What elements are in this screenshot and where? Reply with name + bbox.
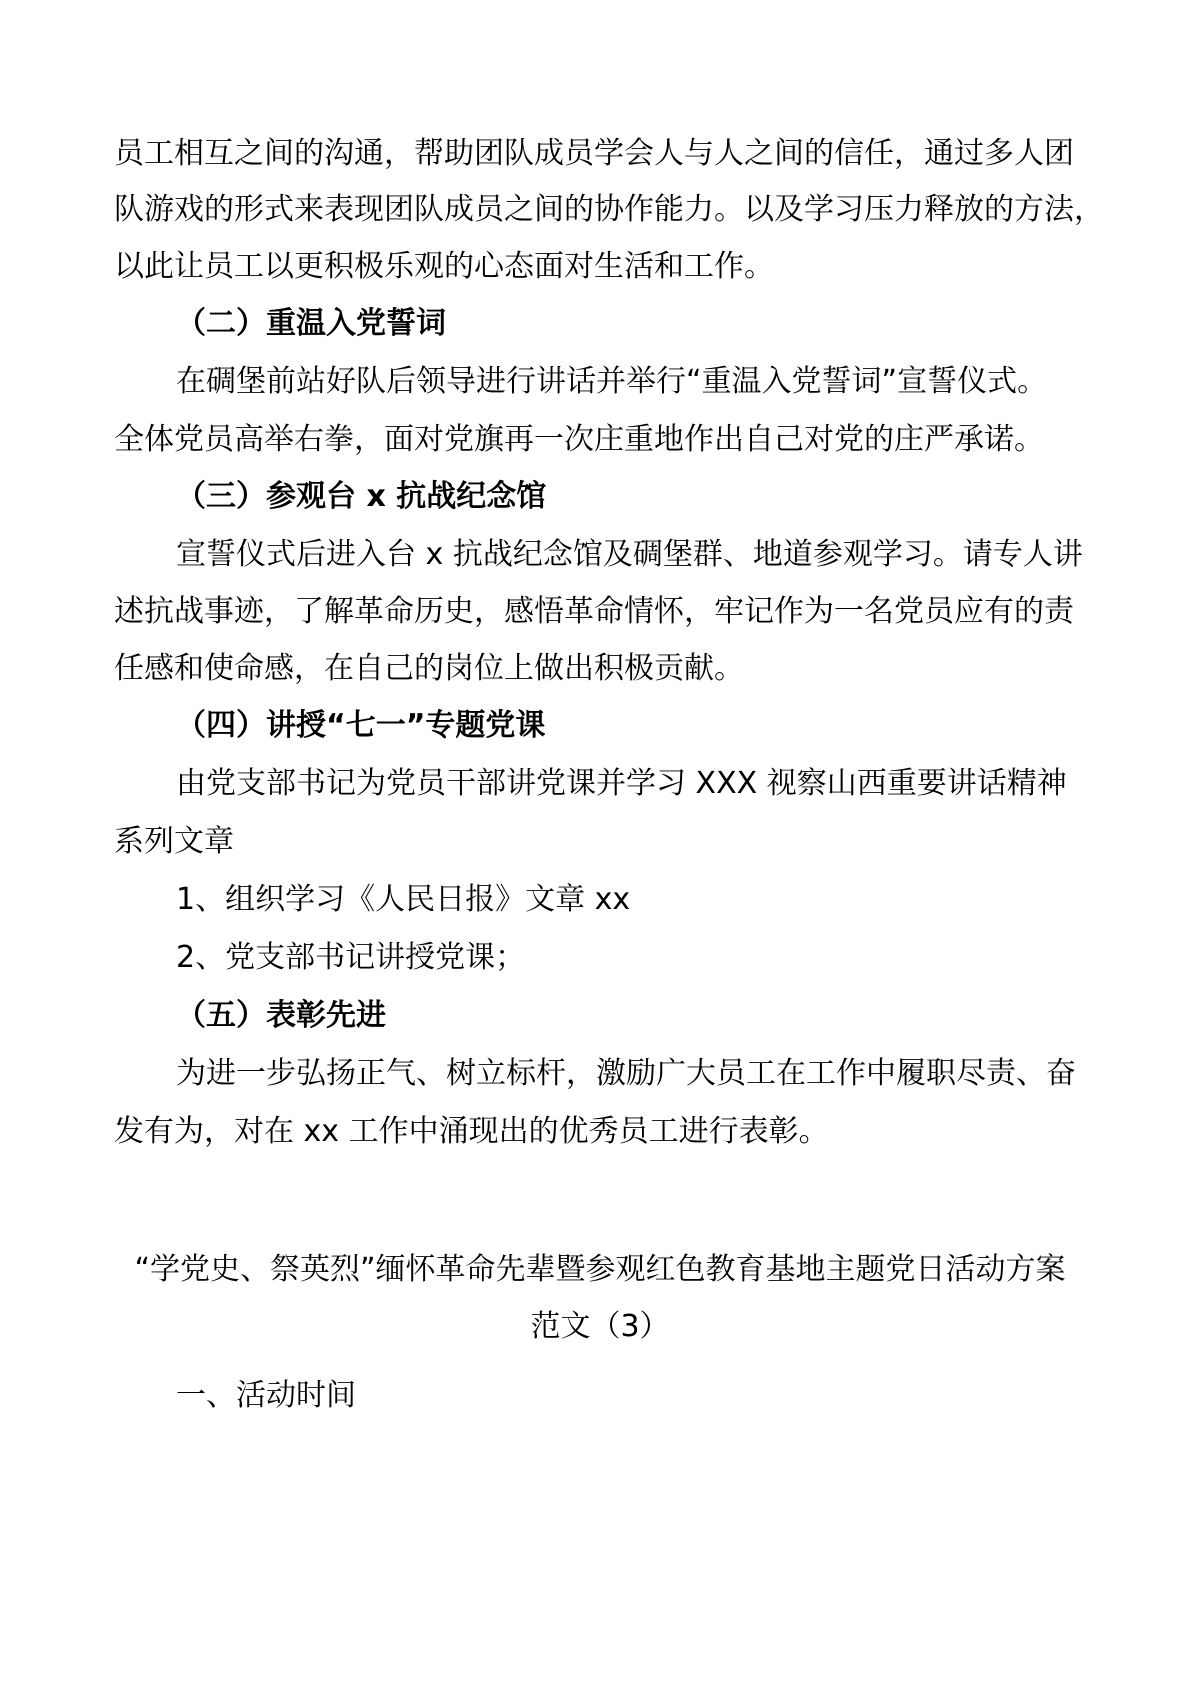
document-title: “学党史、祭英烈”缅怀革命先辈暨参观红色教育基地主题党日活动方案	[134, 1252, 1066, 1287]
paragraph-line: 以此让员工以更积极乐观的心态面对生活和工作。	[114, 249, 774, 284]
paragraph-line: 员工相互之间的沟通，帮助团队成员学会人与人之间的信任，通过多人团	[114, 136, 1074, 171]
paragraph-line: 宣誓仪式后进入台 x 抗战纪念馆及碉堡群、地道参观学习。请专人讲	[176, 537, 1083, 572]
section-heading-2: （二）重温入党誓词	[176, 306, 446, 341]
section-heading-activity-time: 一、活动时间	[176, 1378, 356, 1413]
paragraph-line: 全体党员高举右拳，面对党旗再一次庄重地作出自己对党的庄严承诺。	[114, 422, 1044, 457]
section-heading-4: （四）讲授“七一”专题党课	[176, 708, 546, 743]
paragraph-line: 为进一步弘扬正气、树立标杆，激励广大员工在工作中履职尽责、奋	[176, 1056, 1076, 1091]
section-heading-3: （三）参观台 x 抗战纪念馆	[176, 479, 547, 514]
paragraph-line: 述抗战事迹，了解革命历史，感悟革命情怀，牢记作为一名党员应有的责	[114, 594, 1074, 629]
paragraph-line: 由党支部书记为党员干部讲党课并学习 XXX 视察山西重要讲话精神	[176, 766, 1067, 801]
paragraph-line: 任感和使命感，在自己的岗位上做出积极贡献。	[114, 651, 744, 686]
paragraph-line: 系列文章	[114, 824, 234, 859]
list-item: 2、党支部书记讲授党课；	[176, 940, 526, 975]
paragraph-line: 在碉堡前站好队后领导进行讲话并举行“重温入党誓词”宣誓仪式。	[176, 364, 1048, 399]
paragraph-line: 发有为，对在 xx 工作中涌现出的优秀员工进行表彰。	[114, 1114, 829, 1149]
document-title-suffix: 范文（3）	[530, 1309, 670, 1344]
section-heading-5: （五）表彰先进	[176, 998, 386, 1033]
paragraph-line: 队游戏的形式来表现团队成员之间的协作能力。以及学习压力释放的方法，	[114, 192, 1104, 227]
list-item: 1、组织学习《人民日报》文章 xx	[176, 882, 631, 917]
